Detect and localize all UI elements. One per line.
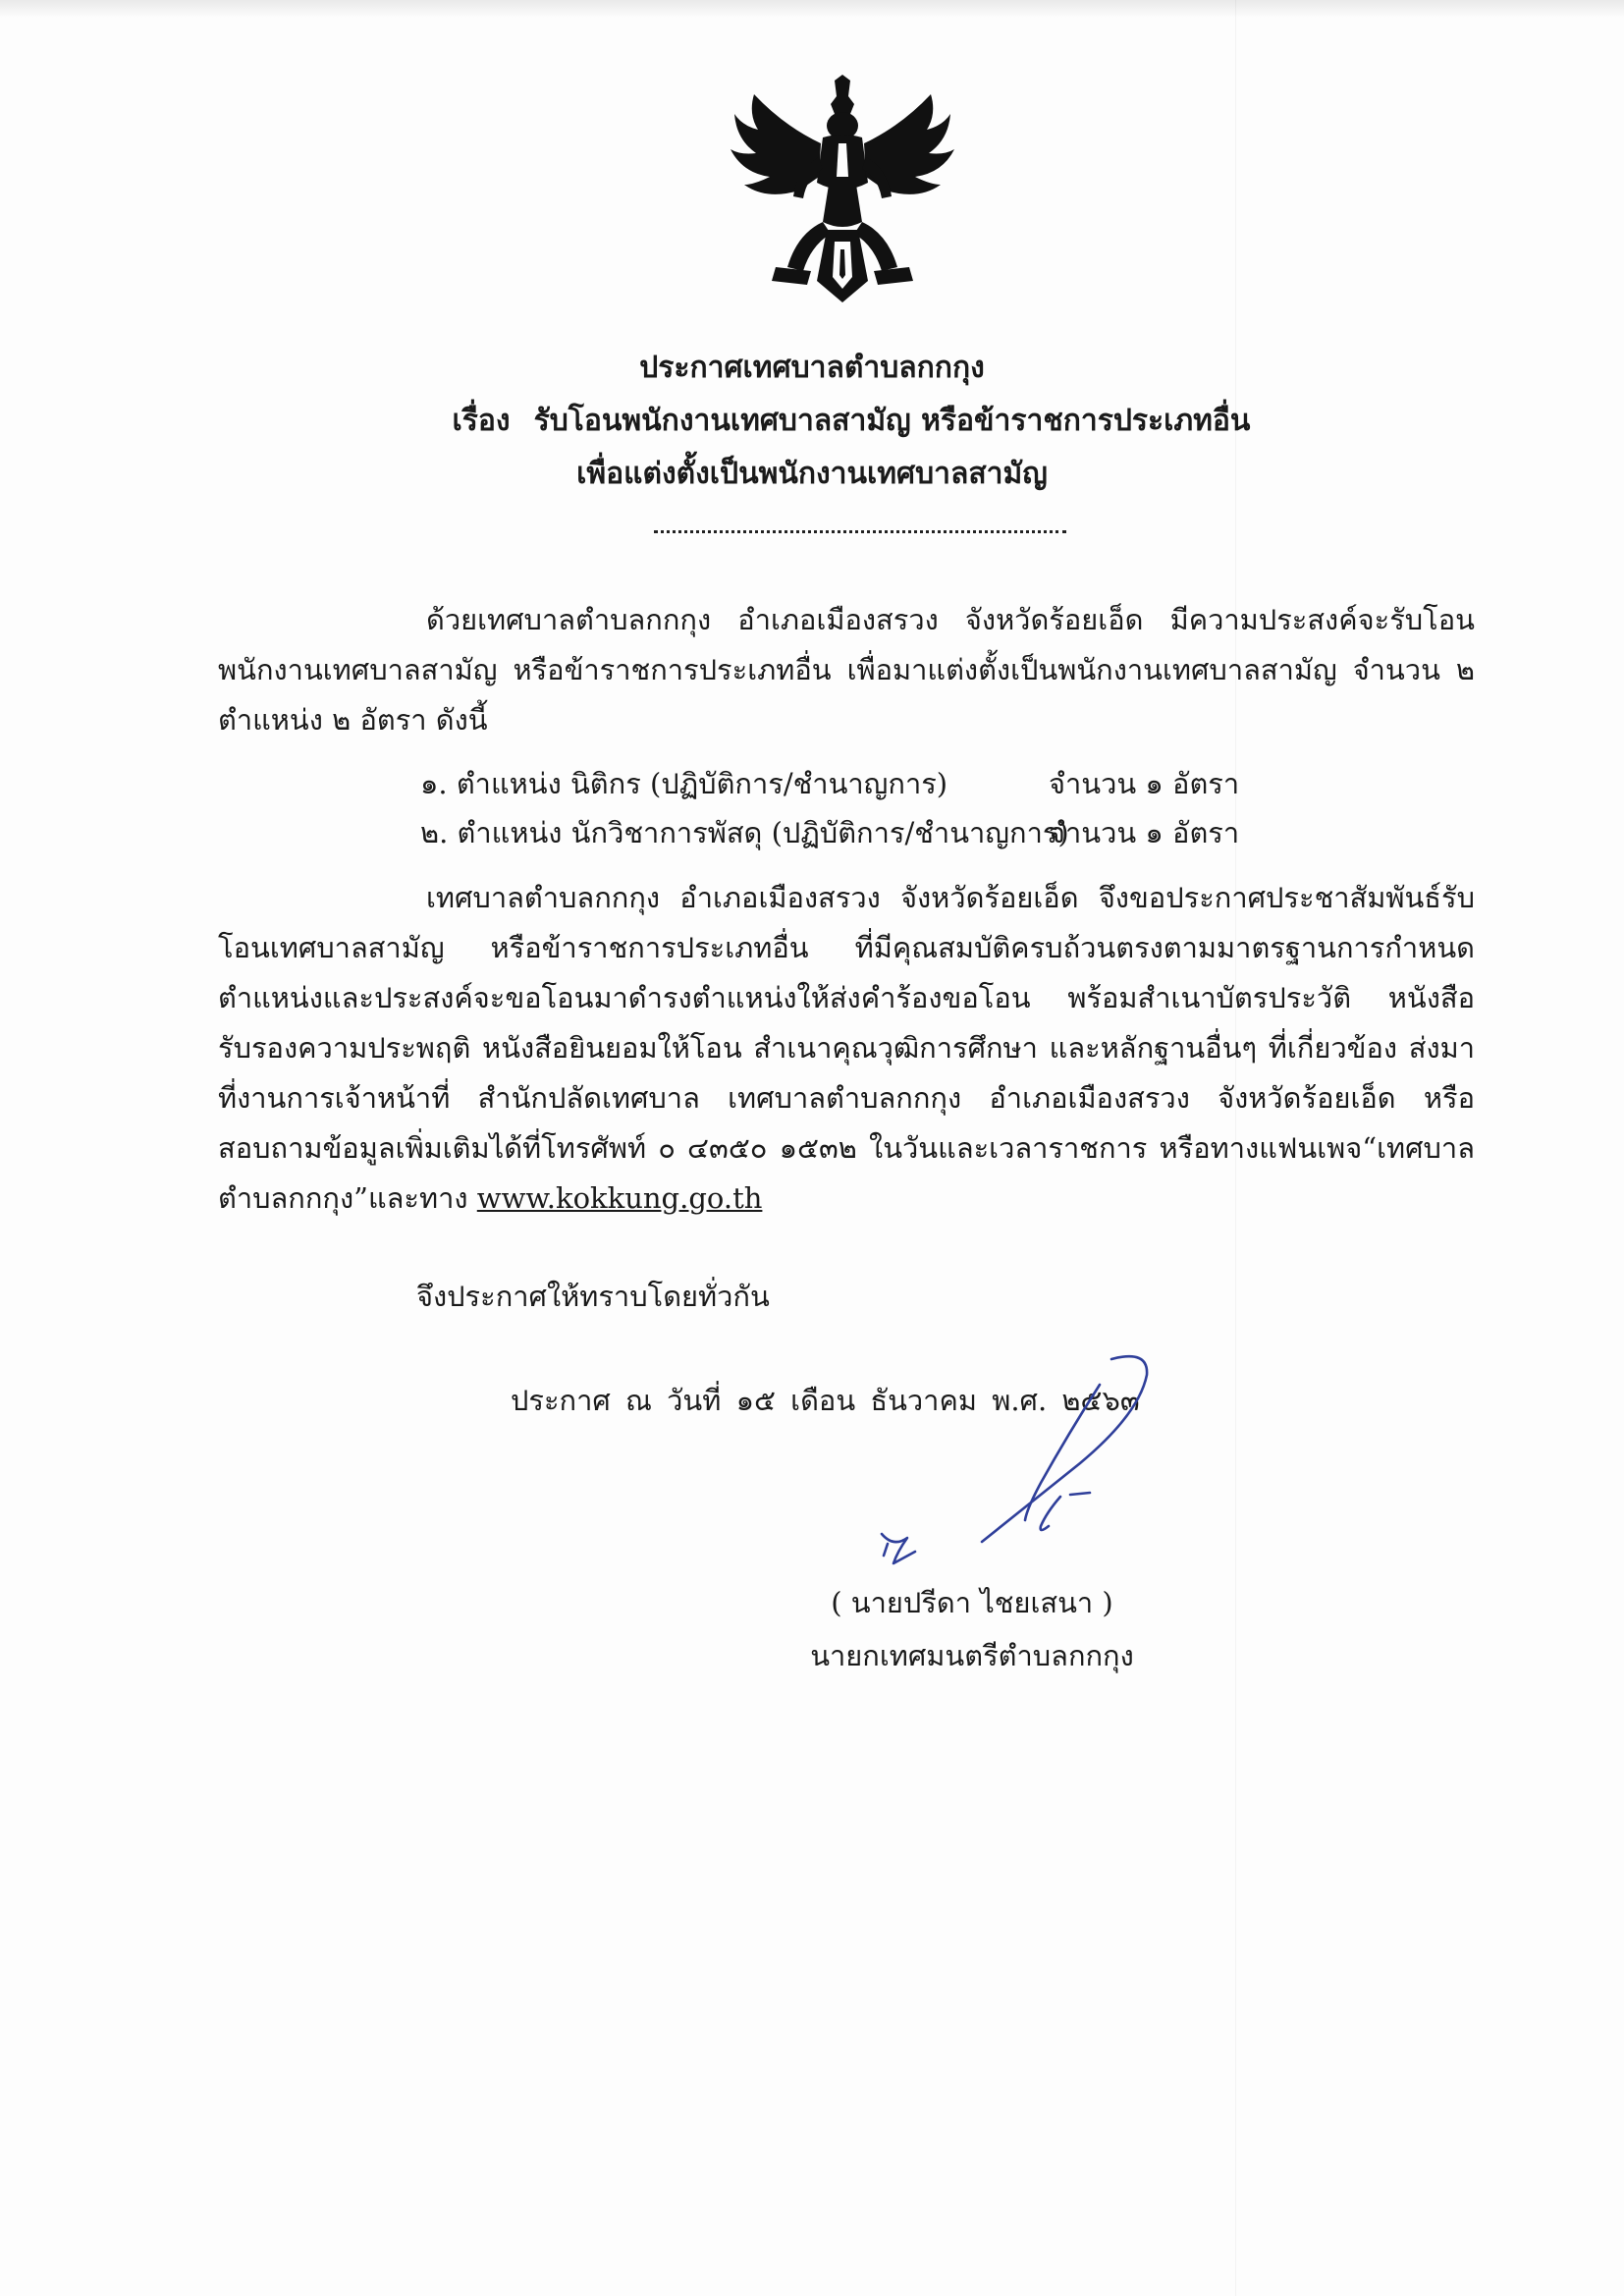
handwritten-signature (854, 1345, 1208, 1571)
subject-label: เรื่อง (452, 404, 511, 438)
announcement-title: ประกาศเทศบาลตำบลกกกุง (639, 351, 985, 385)
signer-name: ( นายปรีดา ไชยเสนา ) (831, 1586, 1113, 1619)
dotted-divider (654, 530, 1066, 533)
position-count: จำนวน ๑ อัตรา (1049, 816, 1240, 849)
intro-paragraph: ด้วยเทศบาลตำบลกกกุง อำเภอเมืองสรวง จังหวัดร้อยเอ็ด มีความประสงค์จะรับโอนพนักงานเทศบาลสามัญ หรือข้าราชการประเภทอื่น เพื่อมาแต่งตั้งเป็นพนักงานเทศบาลสามัญ จำนวน ๒ ตำแหน่ง ๒ อัตรา ดังนี้ (218, 603, 1475, 737)
position-item (420, 762, 1240, 805)
details-text: เทศบาลตำบลกกกุง อำเภอเมืองสรวง จังหวัดร้อยเอ็ด จึงขอประกาศประชาสัมพันธ์รับโอนเทศบาลสามัญ หรือข้าราชการประเภทอื่น ที่มีคุณสมบัติครบถ้วนตรงตามมาตรฐานการกำหนดตำแหน่งและประสงค์จะขอโอนมาดำรงตำแหน่งให้ส่งคำร้องขอโอน พร้อมสำเนาบัตรประวัติ หนังสือรับรองความประพฤติ หนังสือยินยอมให้โอน สำเนาคุณวุฒิการศึกษา และหลักฐานอื่นๆ ที่เกี่ยวข้อง ส่งมาที่งานการเจ้าหน้าที่ สำนักปลัดเทศบาล เทศบาลตำบลกกกุง อำเภอเมืองสรวง จังหวัดร้อยเอ็ด หรือสอบถามข้อมูลเพิ่มเติมได้ที่โทรศัพท์ ๐ ๔๓๕๐ ๑๕๓๒ ในวันและเวลาราชการ หรือทางแฟนเพจ“เทศบาลตำบลกกกุง”และทาง (218, 881, 1475, 1215)
website-link[interactable]: www.kokkung.go.th (476, 1181, 763, 1215)
position-label: ๑. ตำแหน่ง นิติกร (ปฏิบัติการ/ชำนาญการ) (420, 767, 948, 800)
position-count: จำนวน ๑ อัตรา (1049, 767, 1240, 800)
details-paragraph (218, 873, 1475, 1224)
scan-edge (0, 0, 1624, 18)
closing-statement: จึงประกาศให้ทราบโดยทั่วกัน (416, 1280, 770, 1313)
position-item (420, 811, 1240, 854)
position-label: ๒. ตำแหน่ง นักวิชาการพัสดุ (ปฏิบัติการ/ชำนาญการ) (420, 816, 1069, 849)
announcement-subject (39, 399, 1624, 444)
subject-text: รับโอนพนักงานเทศบาลสามัญ หรือข้าราชการประเภทอื่น (533, 404, 1251, 438)
garuda-emblem (725, 75, 960, 310)
announcement-date: ประกาศ ณ วันที่ ๑๕ เดือน ธันวาคม พ.ศ. ๒๕๖๓ (511, 1384, 1140, 1417)
announcement-subject-line2: เพื่อแต่งตั้งเป็นพนักงานเทศบาลสามัญ (576, 457, 1048, 491)
signer-title: นายกเทศมนตรีตำบลกกกุง (810, 1639, 1134, 1672)
